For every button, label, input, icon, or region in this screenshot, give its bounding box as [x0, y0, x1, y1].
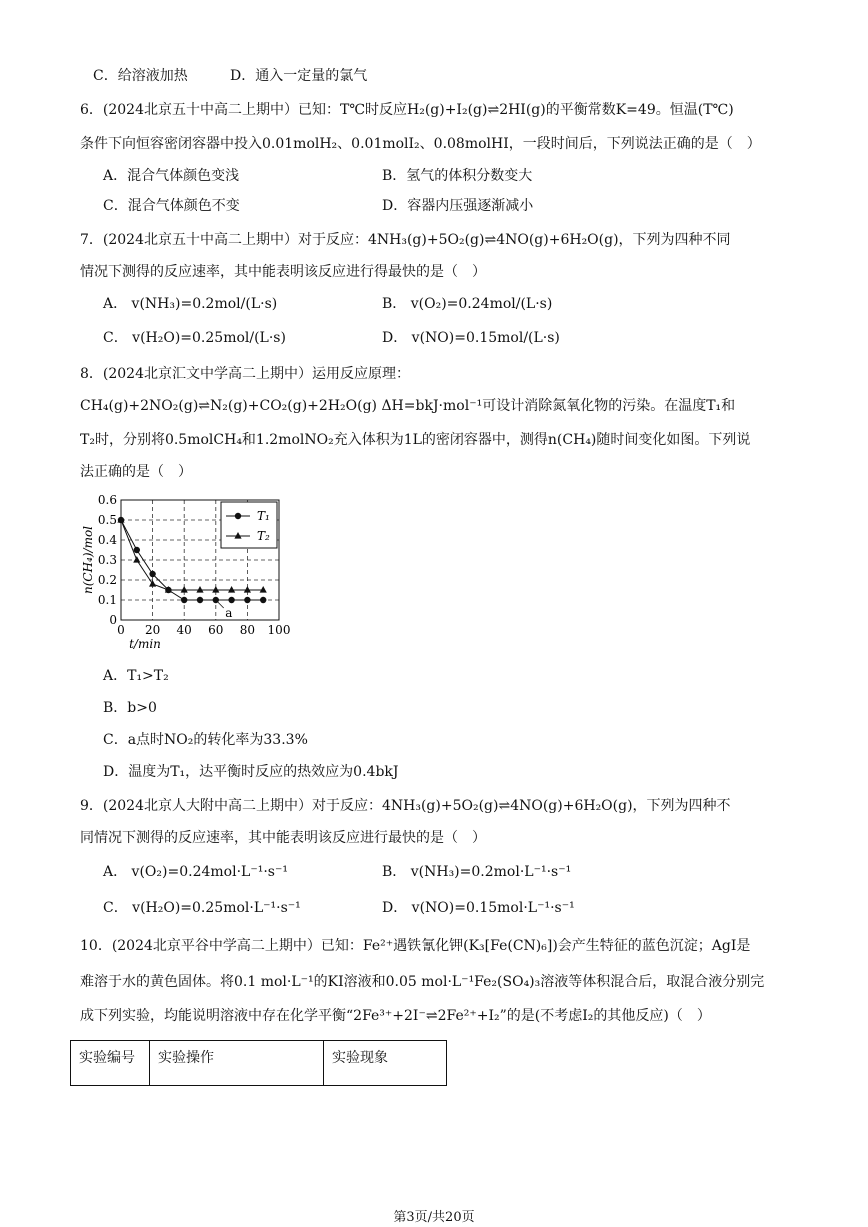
legend-label: T₁: [257, 509, 270, 523]
q7-stem-line2: 情况下测得的反应速率，其中能表明该反应进行得最快的是（ ）: [80, 264, 486, 280]
x-tick-label: 20: [144, 623, 161, 637]
q8-stem-line3: T₂时，分别将0.5molCH₄和1.2molNO₂充入体积为1L的密闭容器中，测得n(CH₄)随时间变化如图。下列说: [80, 432, 751, 448]
data-point-t2: [181, 586, 188, 593]
q9-option-d: D． v(NO)=0.15mol·L⁻¹·s⁻¹: [382, 900, 575, 916]
data-point-t2: [260, 586, 267, 593]
y-tick-label: 0.2: [97, 573, 117, 587]
q8-option-c: C．a点时NO₂的转化率为33.3%: [103, 732, 308, 748]
q8-stem-line2: CH₄(g)+2NO₂(g)⇌N₂(g)+CO₂(g)+2H₂O(g) ΔH=bkJ·mol⁻¹可设计消除氮氧化物的污染。在温度T₁和: [80, 398, 736, 414]
q8-stem-line4: 法正确的是（ ）: [80, 464, 192, 480]
table-header-cell: 实验编号: [71, 1041, 150, 1086]
q8-stem-line1: 8．(2024北京汇文中学高二上期中）运用反应原理：: [80, 366, 410, 382]
page-footer: 第3页/共20页: [393, 1210, 475, 1225]
q7-option-d: D． v(NO)=0.15mol/(L·s): [382, 330, 560, 346]
q7-stem-line1: 7．(2024北京五十中高二上期中）对于反应：4NH₃(g)+5O₂(g)⇌4NO(g)+6H₂O(g)，下列为四种不同: [80, 232, 731, 248]
q6-option-a: A．混合气体颜色变浅: [103, 168, 240, 184]
q7-option-b: B． v(O₂)=0.24mol/(L·s): [382, 296, 553, 312]
x-tick-label: 60: [208, 623, 224, 637]
y-tick-label: 0.4: [97, 533, 117, 547]
annotation-leader: [216, 600, 224, 608]
y-tick-label: 0: [109, 613, 117, 627]
q6-option-c: C．混合气体颜色不变: [103, 198, 240, 214]
data-point-t1: [134, 547, 140, 553]
q7-option-a: A． v(NH₃)=0.2mol/(L·s): [103, 296, 278, 312]
data-point-t2: [133, 556, 140, 563]
legend-marker-circle: [235, 513, 241, 519]
q5-option-c: C．给溶液加热: [93, 68, 188, 84]
y-tick-label: 0.5: [97, 513, 117, 527]
table-row: [71, 1041, 447, 1086]
x-tick-label: 40: [176, 623, 192, 637]
q9-stem-line2: 同情况下测得的反应速率，其中能表明该反应进行最快的是（ ）: [80, 830, 486, 846]
x-axis-label: t/min: [129, 637, 161, 651]
data-point-t1: [149, 571, 155, 577]
annotation-a: a: [225, 606, 233, 620]
q10-stem-line1: 10．(2024北京平谷中学高二上期中）已知：Fe²⁺遇铁氰化钾(K₃[Fe(CN)₆])会产生特征的蓝色沉淀；AgI是: [80, 938, 751, 954]
ch4-time-chart: [78, 488, 298, 658]
q8-option-a: A．T₁>T₂: [103, 668, 169, 684]
q7-option-c: C． v(H₂O)=0.25mol/(L·s): [103, 330, 286, 346]
data-point-t2: [228, 586, 235, 593]
table-header-cell: 实验现象: [324, 1041, 447, 1086]
q10-stem-line2: 难溶于水的黄色固体。将0.1 mol·L⁻¹的KI溶液和0.05 mol·L⁻¹Fe₂(SO₄)₃溶液等体积混合后，取混合液分别完: [80, 974, 765, 990]
experiment-table: [70, 1040, 447, 1086]
data-point-t2: [212, 586, 219, 593]
q8-option-b: B．b>0: [103, 700, 157, 716]
q10-stem-line3: 成下列实验，均能说明溶液中存在化学平衡“2Fe³⁺+2I⁻⇌2Fe²⁺+I₂”的是(不考虑I₂的其他反应)（ ）: [80, 1008, 711, 1024]
q9-stem-line1: 9．(2024北京人大附中高二上期中）对于反应：4NH₃(g)+5O₂(g)⇌4NO(g)+6H₂O(g)，下列为四种不: [80, 798, 731, 814]
q6-stem-line1: 6．(2024北京五十中高二上期中）已知：T℃时反应H₂(g)+I₂(g)⇌2HI(g)的平衡常数K=49。恒温(T℃): [80, 102, 734, 118]
q5-option-d: D．通入一定量的氯气: [230, 68, 368, 84]
data-point-t1: [197, 597, 203, 603]
legend-label: T₂: [257, 529, 270, 543]
q6-stem-line2: 条件下向恒容密闭容器中投入0.01molH₂、0.01molI₂、0.08molHI，一段时间后，下列说法正确的是（ ）: [80, 136, 761, 152]
y-tick-label: 0.3: [97, 553, 117, 567]
q9-option-c: C． v(H₂O)=0.25mol·L⁻¹·s⁻¹: [103, 900, 301, 916]
q9-option-a: A． v(O₂)=0.24mol·L⁻¹·s⁻¹: [103, 864, 288, 880]
q8-option-d: D．温度为T₁，达平衡时反应的热效应为0.4bkJ: [103, 764, 399, 780]
table-header-cell: 实验操作: [150, 1041, 324, 1086]
x-tick-label: 100: [267, 623, 291, 637]
data-point-t1: [181, 597, 187, 603]
q9-option-b: B． v(NH₃)=0.2mol·L⁻¹·s⁻¹: [382, 864, 572, 880]
data-point-t1: [260, 597, 266, 603]
data-point-t1: [228, 597, 234, 603]
q6-option-d: D．容器内压强逐渐减小: [382, 198, 534, 214]
data-point-t2: [244, 586, 251, 593]
x-tick-label: 80: [239, 623, 256, 637]
y-tick-label: 0.1: [97, 593, 117, 607]
data-point-t1: [244, 597, 250, 603]
x-tick-label: 0: [117, 623, 125, 637]
y-axis-label: n(CH₄)/mol: [81, 525, 95, 595]
data-point-t2: [196, 586, 203, 593]
y-tick-label: 0.6: [97, 493, 117, 507]
q6-option-b: B．氢气的体积分数变大: [382, 168, 533, 184]
